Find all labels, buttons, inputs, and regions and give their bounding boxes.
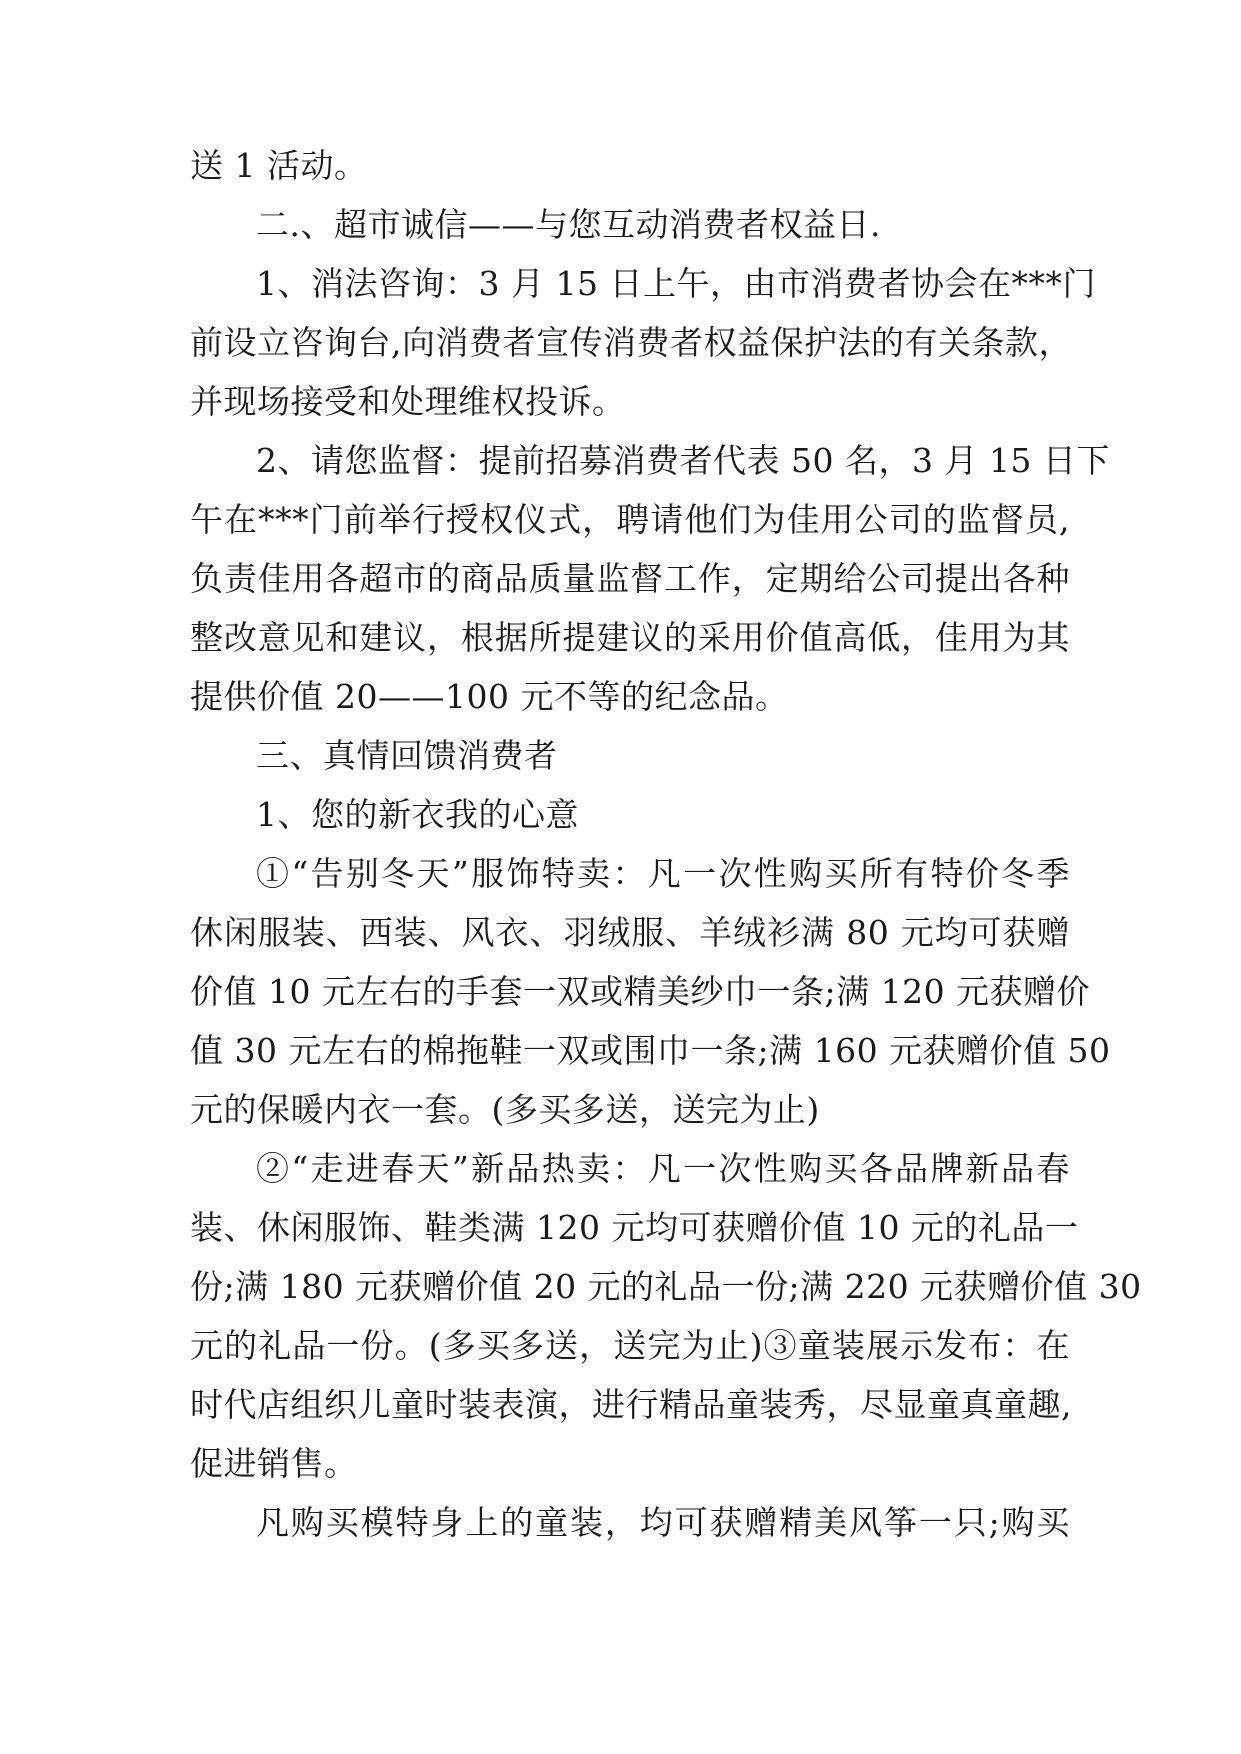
text-line: 提供价值 20——100 元不等的纪念品。 <box>190 677 789 716</box>
text-line: 装、休闲服饰、鞋类满 120 元均可获赠价值 10 元的礼品一 <box>190 1208 1079 1247</box>
text-line: 2、请您监督：提前招募消费者代表 50 名，3 月 15 日下 <box>256 441 1110 480</box>
text-line: 份;满 180 元获赠价值 20 元的礼品一份;满 220 元获赠价值 30 <box>190 1267 1142 1306</box>
text-line: 1、消法咨询：3 月 15 日上午，由市消费者协会在***门 <box>256 264 1096 303</box>
text-line: 并现场接受和处理维权投诉。 <box>190 382 626 421</box>
section-heading: 三、真情回馈消费者 <box>256 736 558 775</box>
text-line: 休闲服装、西装、风衣、羽绒服、羊绒衫满 80 元均可获赠 <box>190 913 1070 952</box>
text-line: 元的礼品一份。(多买多送，送完为止)③童装展示发布：在 <box>190 1326 1070 1365</box>
text-line: 整改意见和建议，根据所提建议的采用价值高低，佳用为其 <box>190 618 1070 657</box>
text-line: 午在***门前举行授权仪式，聘请他们为佳用公司的监督员, <box>190 500 1070 539</box>
text-line: 负责佳用各超市的商品质量监督工作，定期给公司提出各种 <box>190 559 1070 598</box>
text-line: 前设立咨询台,向消费者宣传消费者权益保护法的有关条款， <box>190 323 1072 362</box>
text-line: 送 1 活动。 <box>190 146 368 185</box>
section-heading: 二.、超市诚信——与您互动消费者权益日. <box>256 205 881 244</box>
text-line: 促进销售。 <box>190 1444 358 1483</box>
text-line: 凡购买模特身上的童装，均可获赠精美风筝一只;购买 <box>256 1503 1070 1542</box>
text-line: 值 30 元左右的棉拖鞋一双或围巾一条;满 160 元获赠价值 50 <box>190 1031 1111 1070</box>
text-line: 元的保暖内衣一套。(多买多送，送完为止) <box>190 1090 820 1129</box>
text-line: 时代店组织儿童时装表演，进行精品童装秀，尽显童真童趣, <box>190 1385 1072 1424</box>
text-line: 价值 10 元左右的手套一双或精美纱巾一条;满 120 元获赠价 <box>190 972 1091 1011</box>
text-line: ②“走进春天”新品热卖：凡一次性购买各品牌新品春 <box>256 1149 1070 1188</box>
subsection-heading: 1、您的新衣我的心意 <box>256 795 579 834</box>
text-line: ①“告别冬天”服饰特卖：凡一次性购买所有特价冬季 <box>256 854 1070 893</box>
